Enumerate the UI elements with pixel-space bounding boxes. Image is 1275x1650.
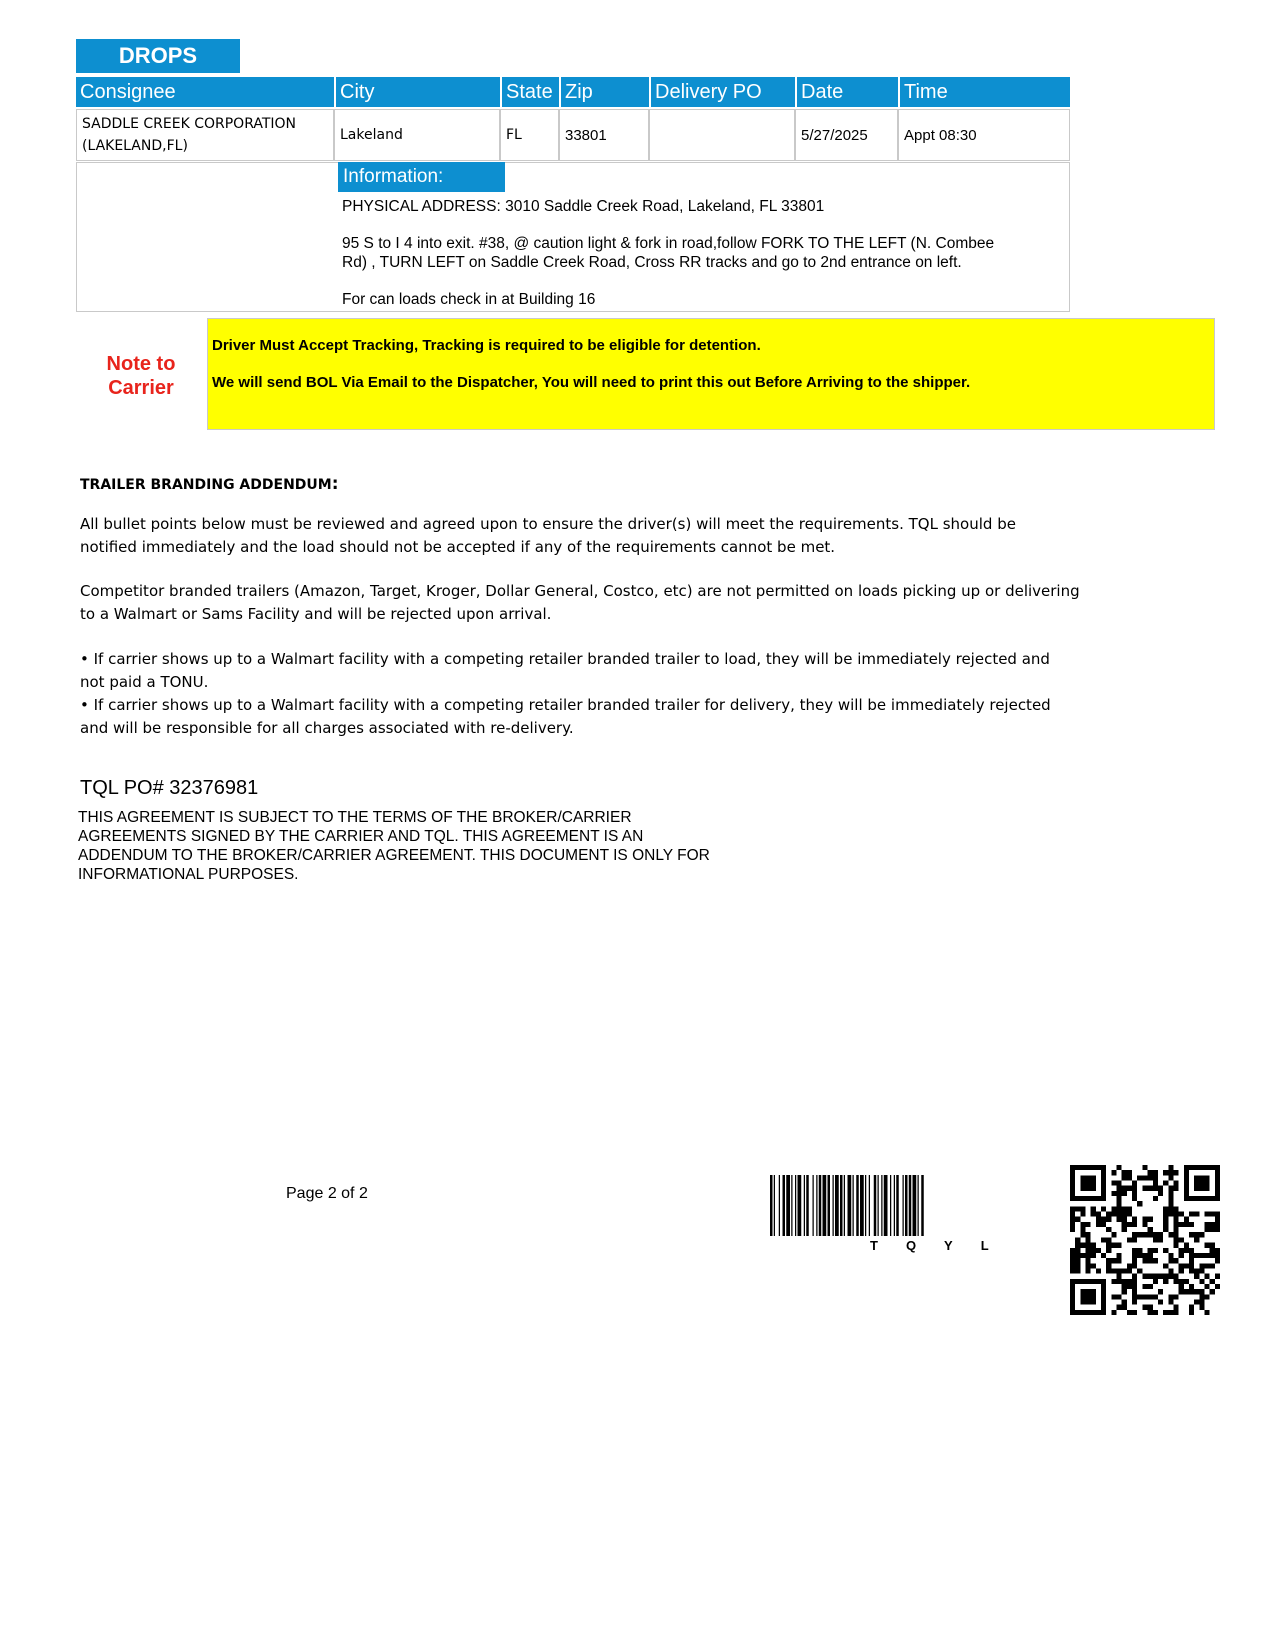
cell-zip [559,109,649,161]
time-value: Appt 08:30 [904,126,977,144]
cell-time [898,109,1070,161]
state-value: FL [506,127,522,143]
para2-line-1: Competitor branded trailers (Amazon, Target, Kroger, Dollar General, Costco, etc) are not permitted on loads picking up or delivering [80,582,1080,600]
bol-note: We will send BOL Via Email to the Dispatcher, You will need to print this out Before Arriving to the shipper. [212,374,971,391]
bullet1-line-1: • If carrier shows up to a Walmart facility with a competing retailer branded trailer to load, they will be immediately rejected and [80,650,1050,668]
col-header-delivery-po: Delivery PO [649,77,795,107]
cell-delivery-po [649,109,795,161]
city-value: Lakeland [340,127,403,143]
tql-po-number: TQL PO# 32376981 [80,777,259,799]
barcode-icon [770,1175,1055,1236]
col-header-zip: Zip [559,77,649,107]
consignee-location: (LAKELAND,FL) [82,138,188,154]
addendum-title-text: TRAILER BRANDING ADDENDUM [80,477,332,493]
note-label-line-1: Note to [106,353,176,375]
note-to-carrier-label [90,352,192,400]
qr-code-icon [1070,1165,1220,1315]
cell-date [795,109,898,161]
bullet2-line-2: and will be responsible for all charges associated with re-delivery. [80,719,574,737]
addendum-bullets [80,648,1090,740]
date-value: 5/27/2025 [801,126,868,144]
barcode-text: TQYL [870,1238,1017,1253]
para1-line-1: All bullet points below must be reviewed and agreed upon to ensure the driver(s) will meet the requirements. TQL should be [80,515,1016,533]
can-loads-note: For can loads check in at Building 16 [342,291,596,308]
tracking-note: Driver Must Accept Tracking, Tracking is required to be eligible for detention. [212,337,761,354]
information-header: Information: [338,162,505,192]
consignee-name: SADDLE CREEK CORPORATION [82,116,297,132]
page-number: Page 2 of 2 [286,1185,368,1202]
bullet2-line-1: • If carrier shows up to a Walmart facility with a competing retailer branded trailer for delivery, they will be immediately rejected [80,696,1051,714]
addendum-paragraph-1 [80,513,1090,559]
cell-consignee [76,109,334,161]
agreement-line-1: THIS AGREEMENT IS SUBJECT TO THE TERMS OF THE BROKER/CARRIER [78,809,632,826]
agreement-line-3: ADDENDUM TO THE BROKER/CARRIER AGREEMENT. THIS DOCUMENT IS ONLY FOR [78,847,710,864]
col-header-city: City [334,77,500,107]
cell-state [500,109,559,161]
directions [342,234,1062,272]
cell-city [334,109,500,161]
directions-line-1: 95 S to I 4 into exit. #38, @ caution light & fork in road,follow FORK TO THE LEFT (N. Combee [342,235,995,252]
para1-line-2: notified immediately and the load should not be accepted if any of the requirements cannot be met. [80,538,836,556]
addendum-title [80,474,339,494]
agreement-text [78,808,778,884]
bullet1-line-2: not paid a TONU. [80,673,209,691]
para2-line-2: to a Walmart or Sams Facility and will be rejected upon arrival. [80,605,552,623]
col-header-date: Date [795,77,898,107]
addendum-paragraph-2 [80,580,1090,626]
col-header-consignee: Consignee [76,77,334,107]
physical-address: PHYSICAL ADDRESS: 3010 Saddle Creek Road, Lakeland, FL 33801 [342,198,825,215]
agreement-line-2: AGREEMENTS SIGNED BY THE CARRIER AND TQL. THIS AGREEMENT IS AN [78,828,644,845]
addendum-title-colon: : [331,474,339,494]
agreement-line-4: INFORMATIONAL PURPOSES. [78,866,299,883]
col-header-time: Time [898,77,1070,107]
drops-section-title: DROPS [76,39,240,73]
zip-value: 33801 [565,126,607,144]
directions-line-2: Rd) , TURN LEFT on Saddle Creek Road, Cross RR tracks and go to 2nd entrance on left. [342,254,962,271]
note-label-line-2: Carrier [108,377,174,399]
col-header-state: State [500,77,559,107]
